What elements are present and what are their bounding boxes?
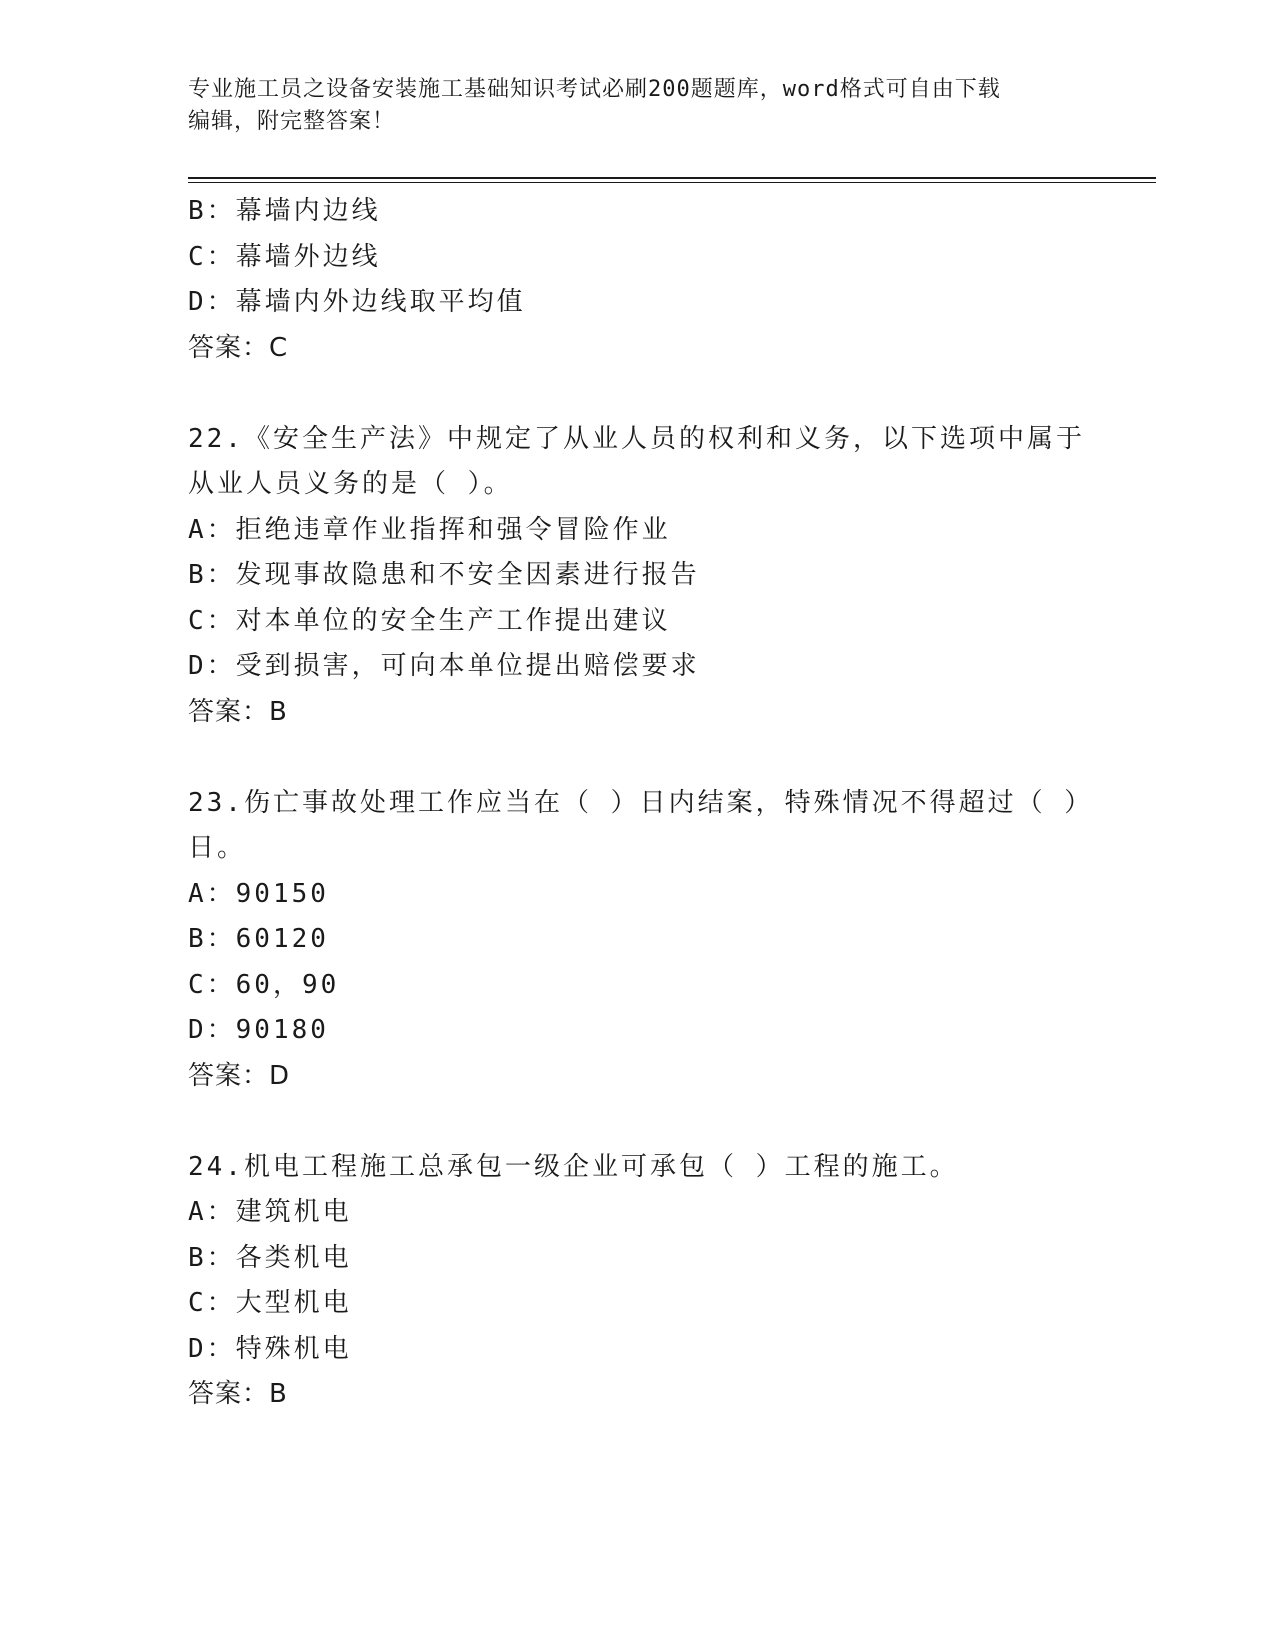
spacer (188, 371, 1088, 417)
option-d: D：幕墙内外边线取平均值 (188, 287, 526, 317)
header-divider-thin (188, 182, 1156, 183)
spacer (188, 735, 1088, 781)
answer-line: 答案：D (188, 1060, 291, 1091)
question-text: 24.机电工程施工总承包一级企业可承包（ ）工程的施工。 (188, 1151, 959, 1182)
option-c: C：对本单位的安全生产工作提出建议 (188, 605, 671, 636)
option-a: A：拒绝违章作业指挥和强令冒险作业 (188, 514, 671, 545)
question-22 (188, 417, 1088, 736)
question-24 (188, 1145, 1088, 1418)
option-b: B：幕墙内边线 (188, 196, 381, 226)
question-21 (188, 189, 1088, 371)
question-23 (188, 781, 1094, 1100)
document-body (188, 189, 1094, 1418)
option-d: D：特殊机电 (188, 1333, 352, 1364)
answer-line: 答案：B (188, 1379, 288, 1409)
option-d: D：90180 (188, 1015, 329, 1045)
question-text-continued: 从业人员义务的是（ ）。 (188, 469, 513, 499)
option-b: B：发现事故隐患和不安全因素进行报告 (188, 560, 700, 590)
answer-line: 答案：B (188, 696, 288, 727)
option-c: C：幕墙外边线 (188, 241, 381, 272)
spacer (188, 1099, 1088, 1145)
answer-line: 答案：C (188, 332, 289, 363)
option-b: B：各类机电 (188, 1242, 352, 1273)
option-a: A：建筑机电 (188, 1197, 352, 1227)
header-divider-thick (188, 177, 1156, 179)
option-d: D：受到损害，可向本单位提出赔偿要求 (188, 651, 700, 681)
option-a: A：90150 (188, 878, 329, 909)
question-text: 23.伤亡事故处理工作应当在（ ）日内结案，特殊情况不得超过（ ） (188, 787, 1094, 818)
question-text: 22.《安全生产法》中规定了从业人员的权利和义务，以下选项中属于 (188, 423, 1085, 454)
document-header (188, 74, 1068, 138)
option-b: B：60120 (188, 924, 329, 954)
option-c: C：大型机电 (188, 1288, 352, 1318)
header-line-1: 专业施工员之设备安装施工基础知识考试必刷200题题库，word格式可自由下载 (188, 77, 1001, 102)
option-c: C：60，90 (188, 969, 340, 1000)
header-line-2: 编辑，附完整答案！ (188, 109, 396, 134)
question-text-continued: 日。 (188, 833, 247, 863)
